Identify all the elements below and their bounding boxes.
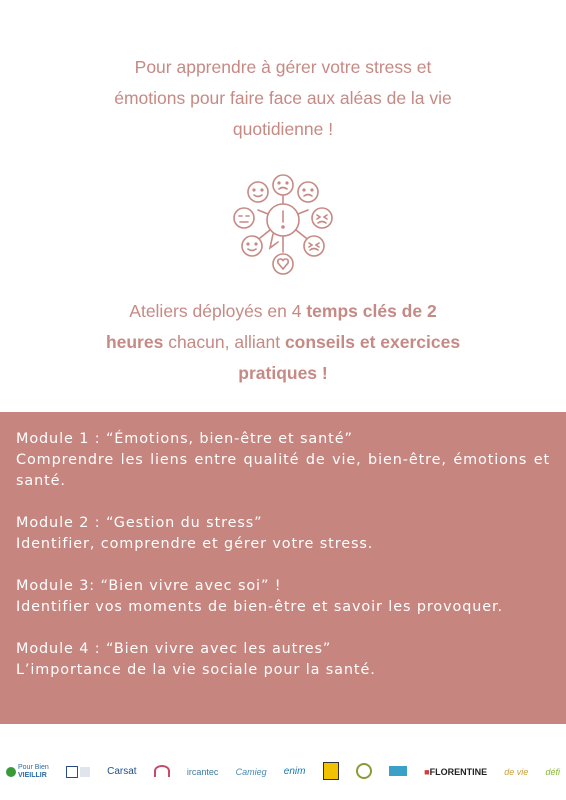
module-description: L’importance de la vie sociale pour la santé.: [16, 662, 376, 678]
module-description: Identifier, comprendre et gérer votre stress.: [16, 536, 374, 552]
module-1: [16, 429, 550, 492]
intro-line-1: Pour apprendre à gérer votre stress et: [134, 57, 432, 77]
enim-logo: enim: [283, 766, 306, 777]
modules-panel: [0, 412, 566, 724]
module-description: Identifier vos moments de bien-être et savoir les provoquer.: [16, 599, 503, 615]
intro-line-3: quotidienne !: [232, 119, 334, 139]
pour-bien-vieillir-logo: Pour Bien VIEILLIR: [6, 764, 49, 780]
module-description: Comprendre les liens entre qualité de vie, bien-être, émotions et santé.: [16, 452, 550, 489]
msa-logo: [389, 766, 407, 779]
module-2: [16, 513, 550, 555]
gov-logo: [66, 766, 90, 778]
workshops-line-3: pratiques !: [238, 363, 328, 383]
chevron-badge-icon: [323, 762, 339, 783]
workshops-line-1: Ateliers déployés en 4 temps clés de 2: [129, 301, 437, 321]
camieg-logo: Camieg: [235, 767, 267, 777]
module-title: Module 1 : “Émotions, bien-être et santé”: [16, 431, 353, 447]
defi-logo: défi: [545, 767, 560, 777]
carsat-logo: Carsat: [107, 766, 137, 777]
module-title: Module 2 : “Gestion du stress”: [16, 515, 263, 531]
module-3: [16, 576, 550, 618]
intro-text: [40, 52, 526, 145]
emotions-icon: [228, 170, 338, 280]
workshops-line-2: heures chacun, alliant conseils et exercices: [105, 332, 461, 352]
partner-logos: [0, 752, 566, 792]
ircantec-logo: ircantec: [186, 767, 219, 777]
florentine-logo: ■FLORENTINE: [424, 767, 488, 777]
module-4: [16, 639, 550, 681]
circle-seal-icon: [356, 763, 372, 782]
workshops-text: [40, 296, 526, 389]
intro-line-2: émotions pour faire face aux aléas de la vie: [114, 88, 452, 108]
temps-de-vie-logo: de vie: [504, 767, 529, 777]
module-title: Module 3: “Bien vivre avec soi” !: [16, 578, 282, 594]
agirc-arrco-logo: [154, 765, 170, 780]
module-title: Module 4 : “Bien vivre avec les autres”: [16, 641, 332, 657]
